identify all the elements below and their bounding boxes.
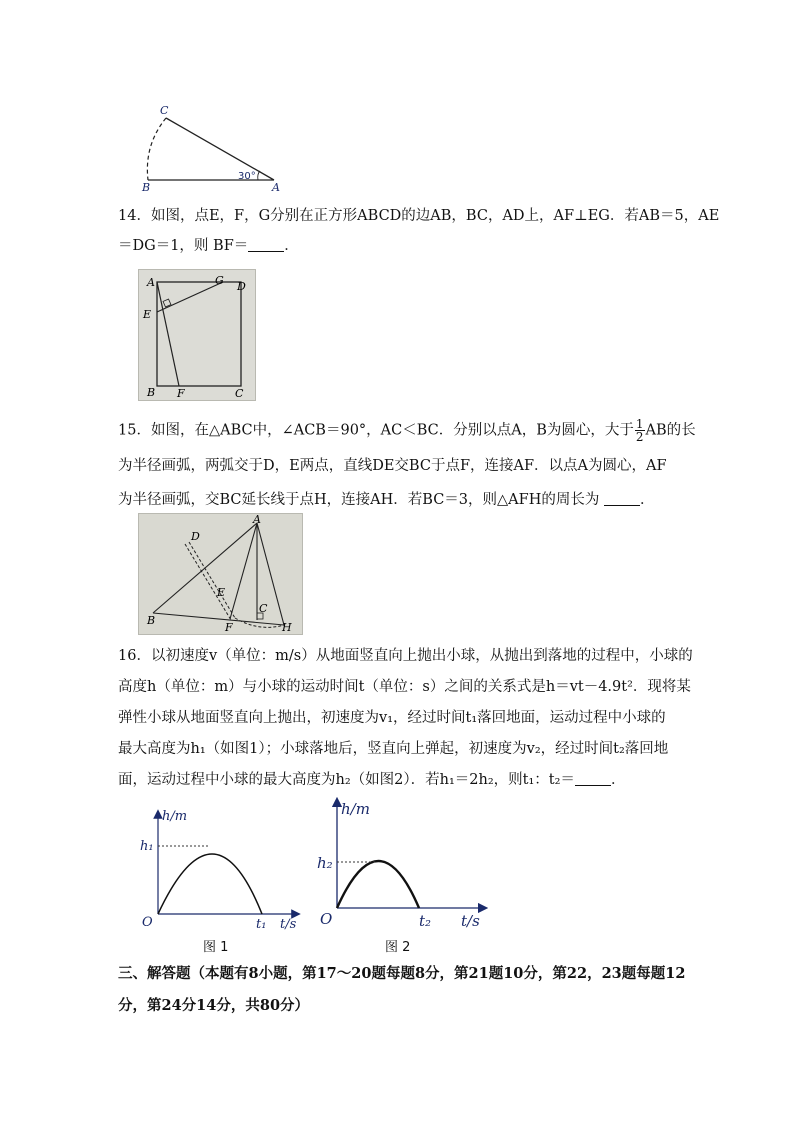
dashed-arc — [147, 118, 166, 180]
q15-line1-a: 15．如图，在△ABC中，∠ACB＝90°，AC＜BC．分别以点A，B为圆心，大于 — [118, 422, 634, 439]
q15-answer-blank — [604, 491, 640, 506]
segment-ca — [166, 118, 274, 180]
q16-line5-end: ． — [610, 772, 626, 788]
figure-1-caption: 图 1 — [203, 940, 229, 955]
hmax-label: h₂ — [317, 854, 333, 872]
label-d: D — [191, 530, 200, 543]
hmax-label: h₁ — [140, 839, 154, 854]
q14-line2-end: ． — [284, 238, 299, 254]
segment-af — [157, 282, 179, 386]
q16-line5 — [118, 770, 625, 790]
x-axis-label: t/s — [280, 917, 297, 930]
tend-label: t₂ — [419, 912, 432, 930]
y-axis-label: h/m — [341, 800, 370, 818]
parabola-curve — [337, 861, 419, 908]
q15-line3 — [118, 490, 654, 510]
label-d: D — [237, 280, 246, 293]
construction-diagram — [139, 514, 302, 634]
graph-figure-1 — [134, 808, 304, 930]
label-a: A — [147, 276, 155, 289]
label-f: F — [225, 621, 233, 634]
q14-line2-text: ＝DG＝1，则 BF＝ — [118, 238, 249, 254]
q14-line1: 14．如图，点E，F，G分别在正方形ABCD的边AB，BC，AD上，AF⊥EG．若AB＝5，AE — [118, 208, 720, 224]
label-angle-30: 30° — [238, 171, 256, 182]
figure-triangle-q15 — [138, 513, 303, 635]
q14-line2 — [118, 236, 299, 256]
tend-label: t₁ — [256, 917, 267, 930]
label-f: F — [177, 387, 185, 400]
figure-2-caption: 图 2 — [385, 940, 411, 955]
square-diagram — [139, 270, 255, 400]
parabola-graph-2 — [315, 796, 490, 932]
segment-eg — [157, 282, 223, 312]
section3-heading-line2: 分，第24分14分，共80分） — [118, 997, 310, 1014]
y-axis-label: h/m — [162, 809, 188, 824]
q15-line1-b: AB的长 — [645, 422, 696, 439]
fraction-numerator: 1 — [635, 417, 644, 431]
figure-square-q14 — [138, 269, 256, 401]
q16-line5-text: 面，运动过程中小球的最大高度为h₂（如图2）．若h₁＝2h₂，则t₁：t₂＝ — [118, 772, 575, 788]
graph-figure-2 — [315, 796, 490, 932]
label-a: A — [272, 181, 280, 194]
label-b: B — [147, 386, 156, 399]
label-g: G — [215, 274, 224, 287]
q16-line3: 弹性小球从地面竖直向上抛出，初速度为v₁，经过时间t₁落回地面，运动过程中小球的 — [118, 710, 666, 726]
origin-label: O — [320, 910, 333, 928]
label-h: H — [282, 621, 292, 634]
fraction-one-half — [635, 418, 645, 443]
q14-answer-blank — [248, 237, 284, 252]
label-c: C — [259, 602, 268, 615]
label-e: E — [143, 308, 152, 321]
q16-line2: 高度h（单位：m）与小球的运动时间t（单位：s）之间的关系式是h＝vt－4.9t²．现将某 — [118, 679, 691, 695]
parabola-graph-1 — [134, 808, 304, 930]
q15-line3-text: 为半径画弧，交BC延长线于点H，连接AH．若BC＝3，则△AFH的周长为 — [118, 492, 600, 508]
q15-line2: 为半径画弧，两弧交于D，E两点，直线DE交BC于点F，连接AF．以点A为圆心，AF — [118, 458, 667, 474]
q15-line3-end: ． — [639, 492, 655, 508]
label-e: E — [217, 586, 226, 599]
triangle-diagram — [130, 100, 290, 195]
q16-line4: 最大高度为h₁（如图1）；小球落地后，竖直向上弹起，初速度为v₂，经过时间t₂落回地 — [118, 741, 669, 757]
fraction-denominator: 2 — [635, 430, 644, 444]
figure-triangle-q13 — [130, 100, 290, 195]
q16-line1: 16．以初速度v（单位：m/s）从地面竖直向上抛出小球，从抛出到落地的过程中，小球的 — [118, 648, 693, 664]
section3-heading-line1: 三、解答题（本题有8小题，第17～20题每题8分，第21题10分，第22，23题每题12 — [118, 965, 686, 982]
label-b: B — [142, 181, 151, 194]
label-c: C — [160, 104, 169, 117]
parabola-curve — [158, 854, 262, 914]
label-b: B — [147, 614, 156, 627]
label-a: A — [253, 514, 261, 526]
origin-label: O — [142, 915, 153, 930]
q15-line1 — [118, 418, 696, 443]
x-axis-label: t/s — [461, 912, 480, 930]
q16-answer-blank — [575, 771, 611, 786]
label-c: C — [235, 387, 244, 400]
